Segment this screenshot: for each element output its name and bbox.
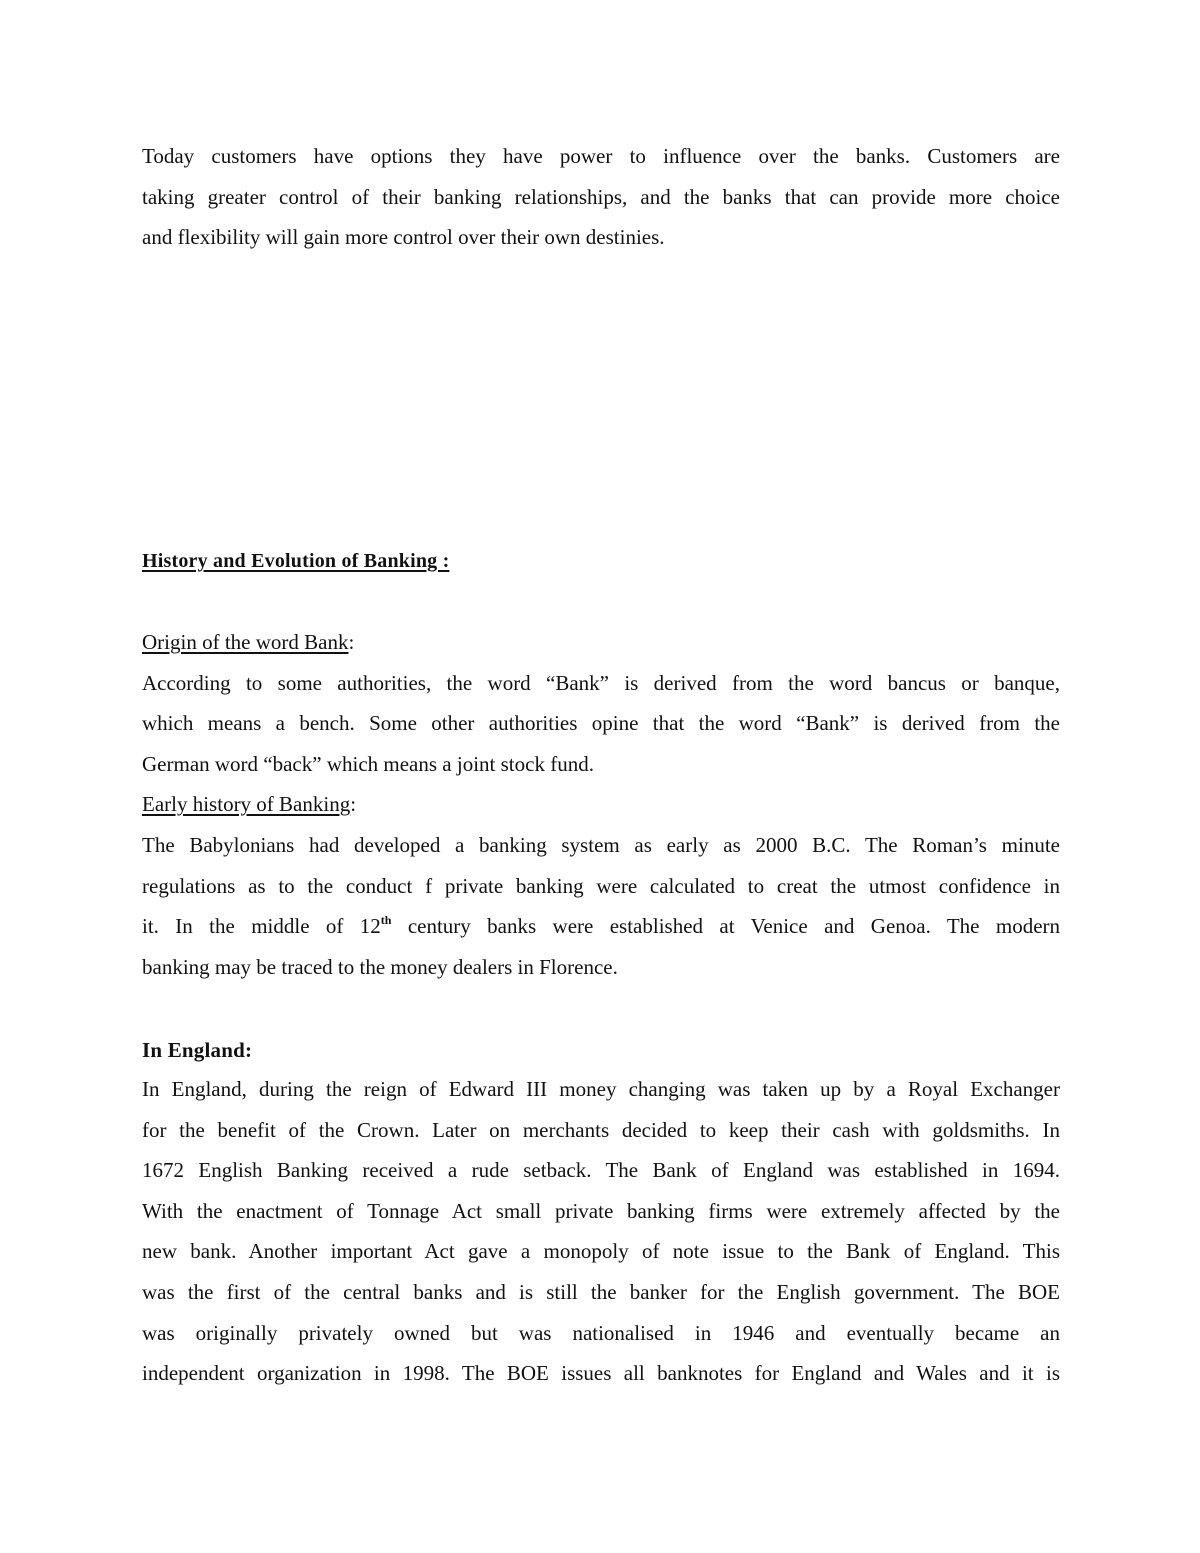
england-heading: In England:	[142, 1038, 253, 1062]
england-paragraph	[142, 1069, 1060, 1394]
origin-line: which means a bench. Some other authorities opine that the word “Bank” is derived from the	[142, 711, 1060, 736]
early-line: banking may be traced to the money dealers in Florence.	[142, 954, 618, 979]
early-subheading	[142, 784, 1060, 825]
origin-title: Origin of the word Bank	[142, 630, 349, 654]
early-line3-post: century banks were established at Venice and Genoa. The modern	[391, 914, 1061, 939]
early-line-with-superscript	[142, 906, 1060, 947]
england-line: new bank. Another important Act gave a monopoly of note issue to the Bank of England. This	[142, 1239, 1060, 1264]
england-line: With the enactment of Tonnage Act small private banking firms were extremely affected by the	[142, 1198, 1060, 1223]
england-line: for the benefit of the Crown. Later on merchants decided to keep their cash with goldsmiths. In	[142, 1117, 1060, 1142]
early-line: regulations as to the conduct f private banking were calculated to creat the utmost confidence in	[142, 873, 1060, 898]
early-line3-pre: it. In the middle of 12	[142, 914, 381, 939]
early-line: The Babylonians had developed a banking system as early as 2000 B.C. The Roman’s minute	[142, 832, 1060, 857]
section-heading: History and Evolution of Banking :	[142, 550, 450, 572]
origin-line: German word “back” which means a joint stock fund.	[142, 751, 594, 776]
early-title-colon: :	[350, 792, 357, 817]
england-line: was originally privately owned but was nationalised in 1946 and eventually became an	[142, 1320, 1060, 1345]
origin-title-colon: :	[348, 630, 355, 654]
intro-line: Today customers have options they have power to influence over the banks. Customers are	[142, 144, 1060, 168]
early-title: Early history of Banking	[142, 792, 351, 817]
origin-subheading	[142, 622, 1060, 663]
england-line: independent organization in 1998. The BOE issues all banknotes for England and Wales and it is	[142, 1361, 1060, 1386]
intro-line: and flexibility will gain more control over their own destinies.	[142, 225, 665, 250]
england-line: In England, during the reign of Edward III money changing was taken up by a Royal Exchanger	[142, 1077, 1060, 1101]
origin-line: According to some authorities, the word “Bank” is derived from the word bancus or banque,	[142, 670, 1060, 695]
document-page	[142, 0, 1060, 1553]
england-line: 1672 English Banking received a rude setback. The Bank of England was established in 1694.	[142, 1158, 1060, 1183]
ordinal-superscript: th	[380, 913, 392, 928]
intro-line: taking greater control of their banking relationships, and the banks that can provide more choice	[142, 184, 1060, 209]
england-line: was the first of the central banks and is still the banker for the English government. The BOE	[142, 1279, 1060, 1304]
origin-section	[142, 622, 1060, 987]
intro-paragraph	[142, 136, 1060, 258]
